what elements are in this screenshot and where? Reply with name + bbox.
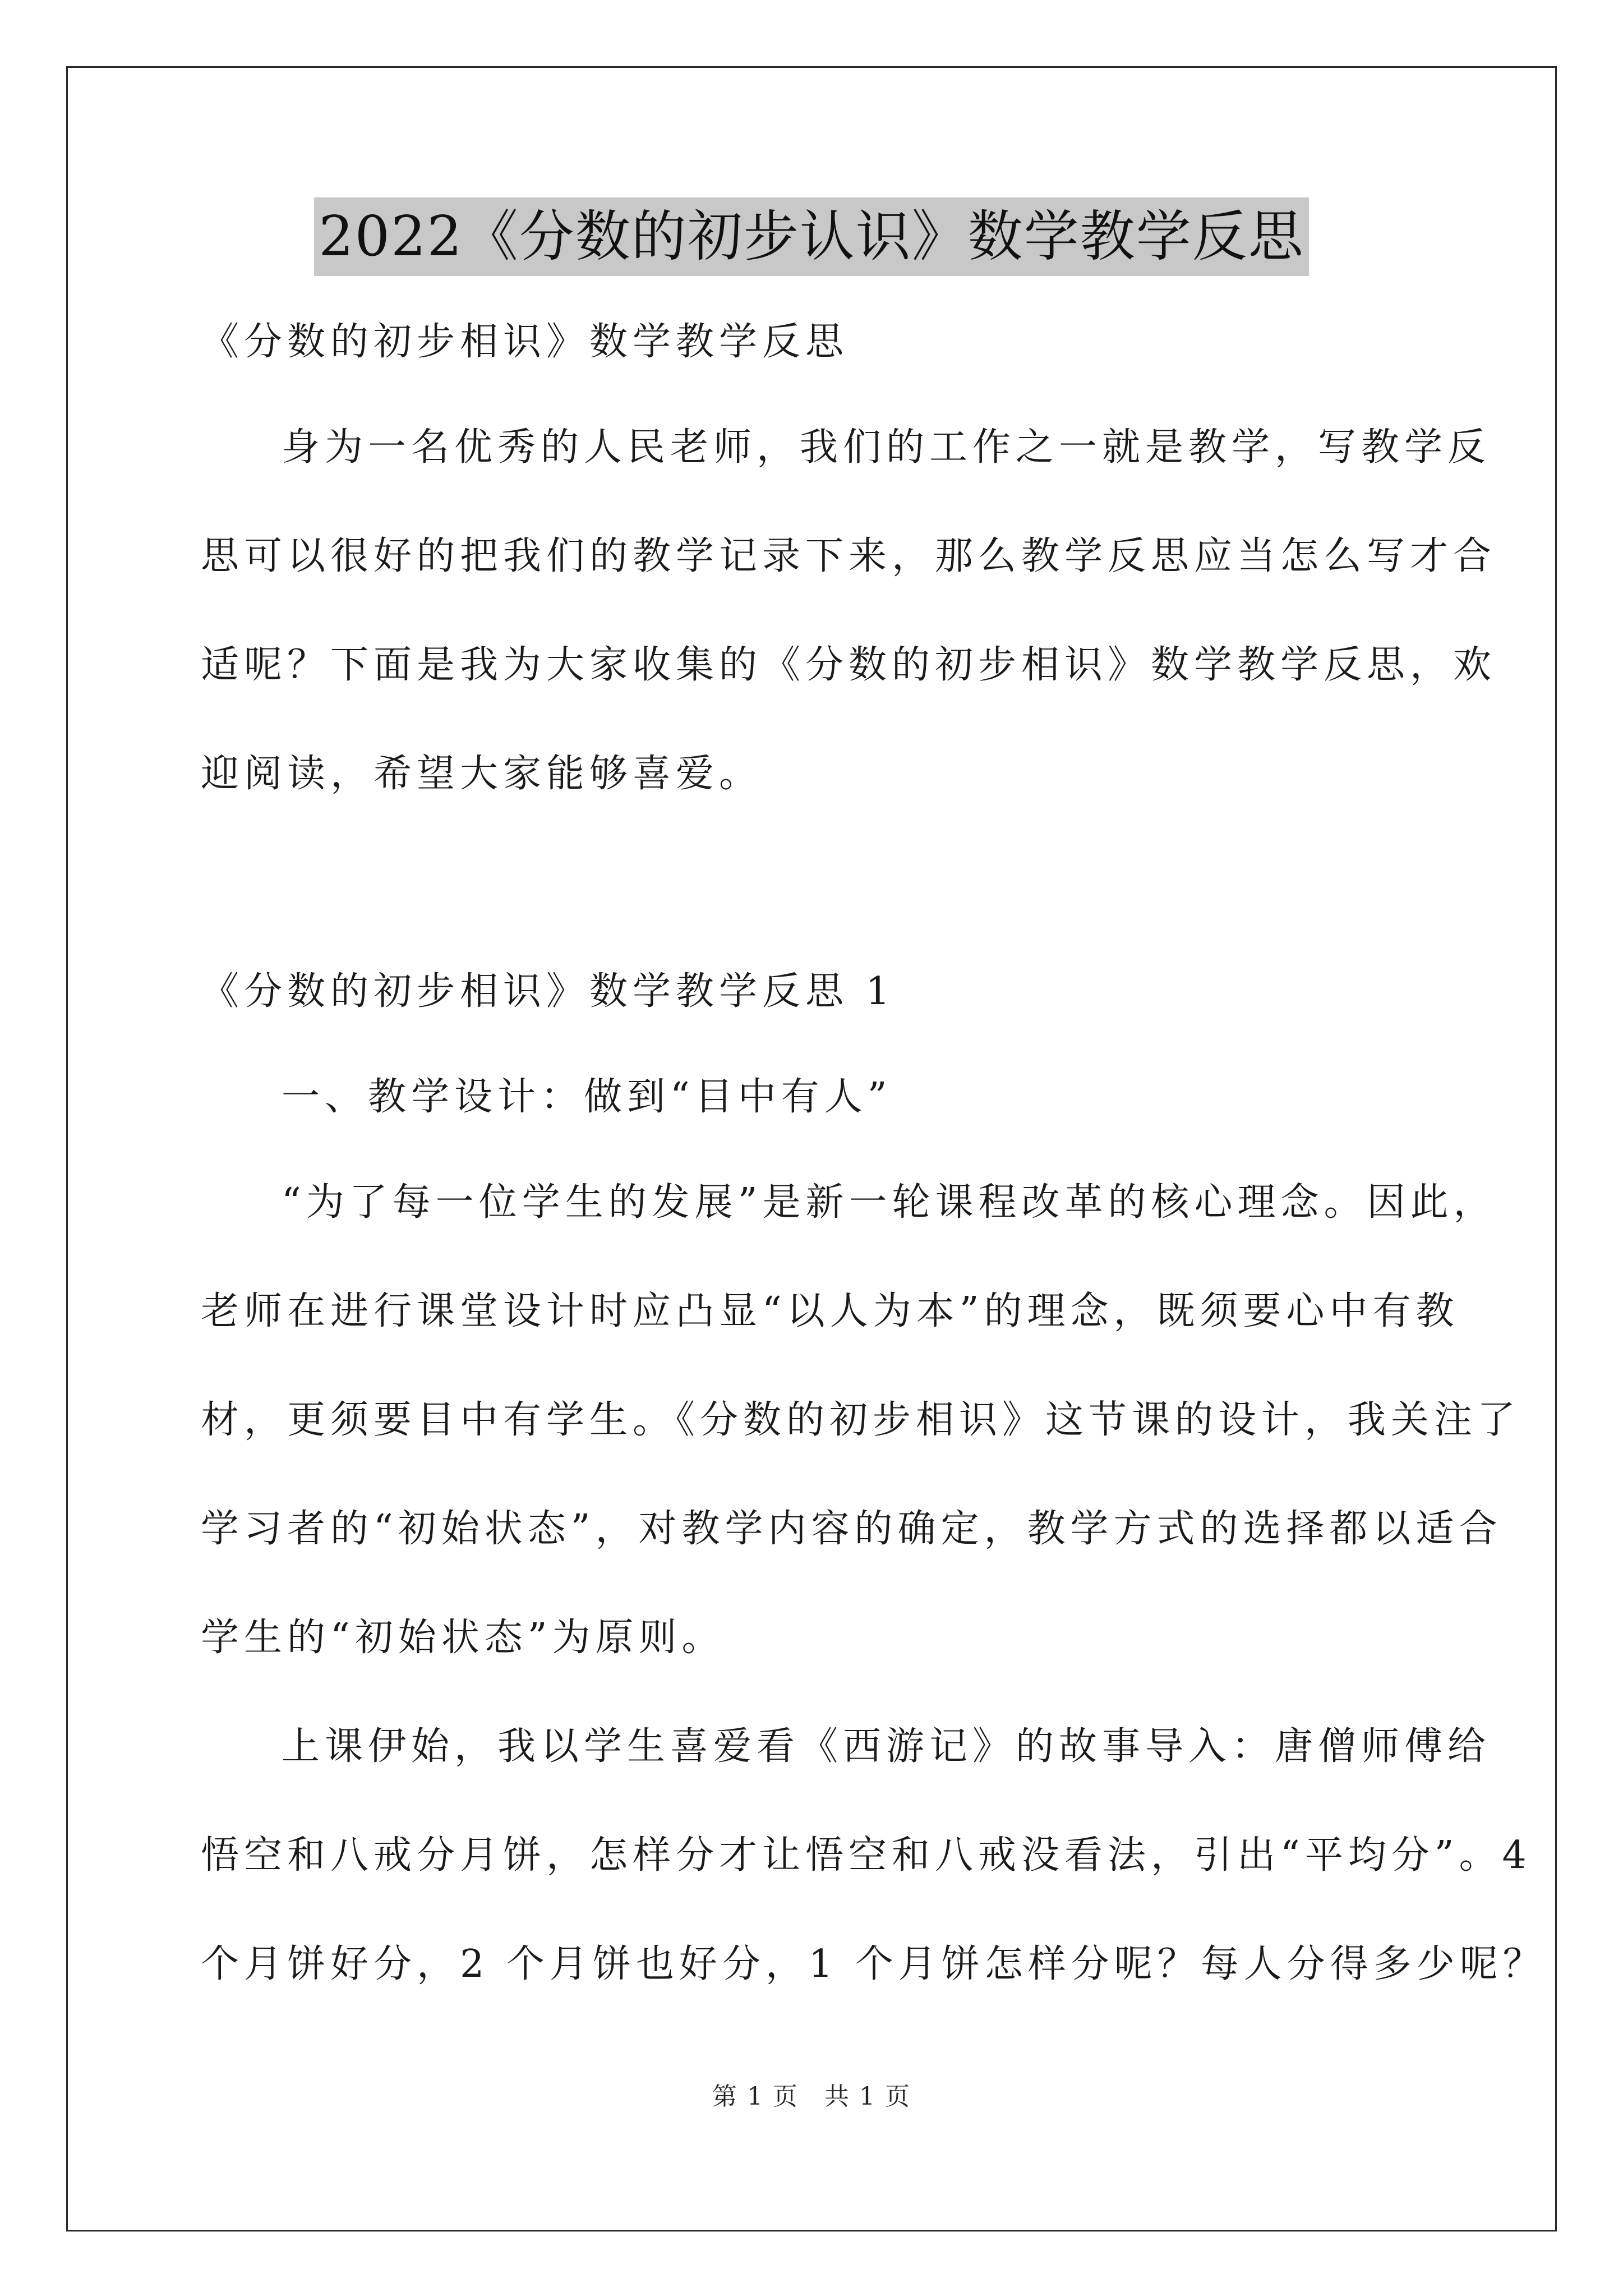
subheading-paragraph bbox=[201, 1069, 1435, 1125]
body-line: 悟空和八戒分月饼，怎样分才让悟空和八戒没看法，引出“平均分”。4 bbox=[201, 1833, 1532, 1878]
body-line: 学习者的“初始状态”，对教学内容的确定，教学方式的选择都以适合 bbox=[201, 1507, 1502, 1551]
page-total: 共 1 页 bbox=[824, 2082, 911, 2111]
body-line: 学生的“初始状态”为原则。 bbox=[201, 1616, 725, 1660]
document-title: 2022《分数的初步认识》数学教学反思 bbox=[314, 197, 1308, 276]
body-paragraph-2 bbox=[201, 1719, 1546, 1993]
body-line: “为了每一位学生的发展”是新一轮课程改革的核心理念。因此， bbox=[282, 1180, 1497, 1225]
intro-line: 身为一名优秀的人民老师，我们的工作之一就是教学，写教学反 bbox=[282, 425, 1491, 470]
subheading: 一、教学设计：做到“目中有人” bbox=[282, 1075, 892, 1119]
body-line: 材，更须要目中有学生。《分数的初步相识》这节课的设计，我关注了 bbox=[201, 1398, 1521, 1442]
intro-line: 迎阅读，希望大家能够喜爱。 bbox=[201, 752, 763, 796]
intro-line: 思可以很好的把我们的教学记录下来，那么教学反思应当怎么写才合 bbox=[201, 534, 1497, 578]
page-footer bbox=[0, 2080, 1623, 2114]
document-heading: 《分数的初步相识》数学教学反思 bbox=[201, 320, 849, 364]
intro-line: 适呢？下面是我为大家收集的《分数的初步相识》数学教学反思，欢 bbox=[201, 643, 1497, 687]
intro-paragraph bbox=[201, 420, 1497, 802]
section-heading-paragraph bbox=[201, 964, 1435, 1020]
body-line: 老师在进行课堂设计时应凸显“以人为本”的理念，既须要心中有教 bbox=[201, 1289, 1459, 1333]
title-container bbox=[0, 197, 1623, 276]
body-line: 上课伊始，我以学生喜爱看《西游记》的故事导入：唐僧师傅给 bbox=[282, 1724, 1491, 1769]
section-heading: 《分数的初步相识》数学教学反思 1 bbox=[201, 969, 895, 1014]
document-body bbox=[201, 314, 1546, 2045]
body-line: 个月饼好分，2 个月饼也好分，1 个月饼怎样分呢？每人分得多少呢？ bbox=[201, 1942, 1546, 1986]
body-paragraph-1 bbox=[201, 1175, 1521, 1666]
page-number: 第 1 页 bbox=[712, 2082, 799, 2111]
heading-paragraph bbox=[201, 314, 1435, 370]
